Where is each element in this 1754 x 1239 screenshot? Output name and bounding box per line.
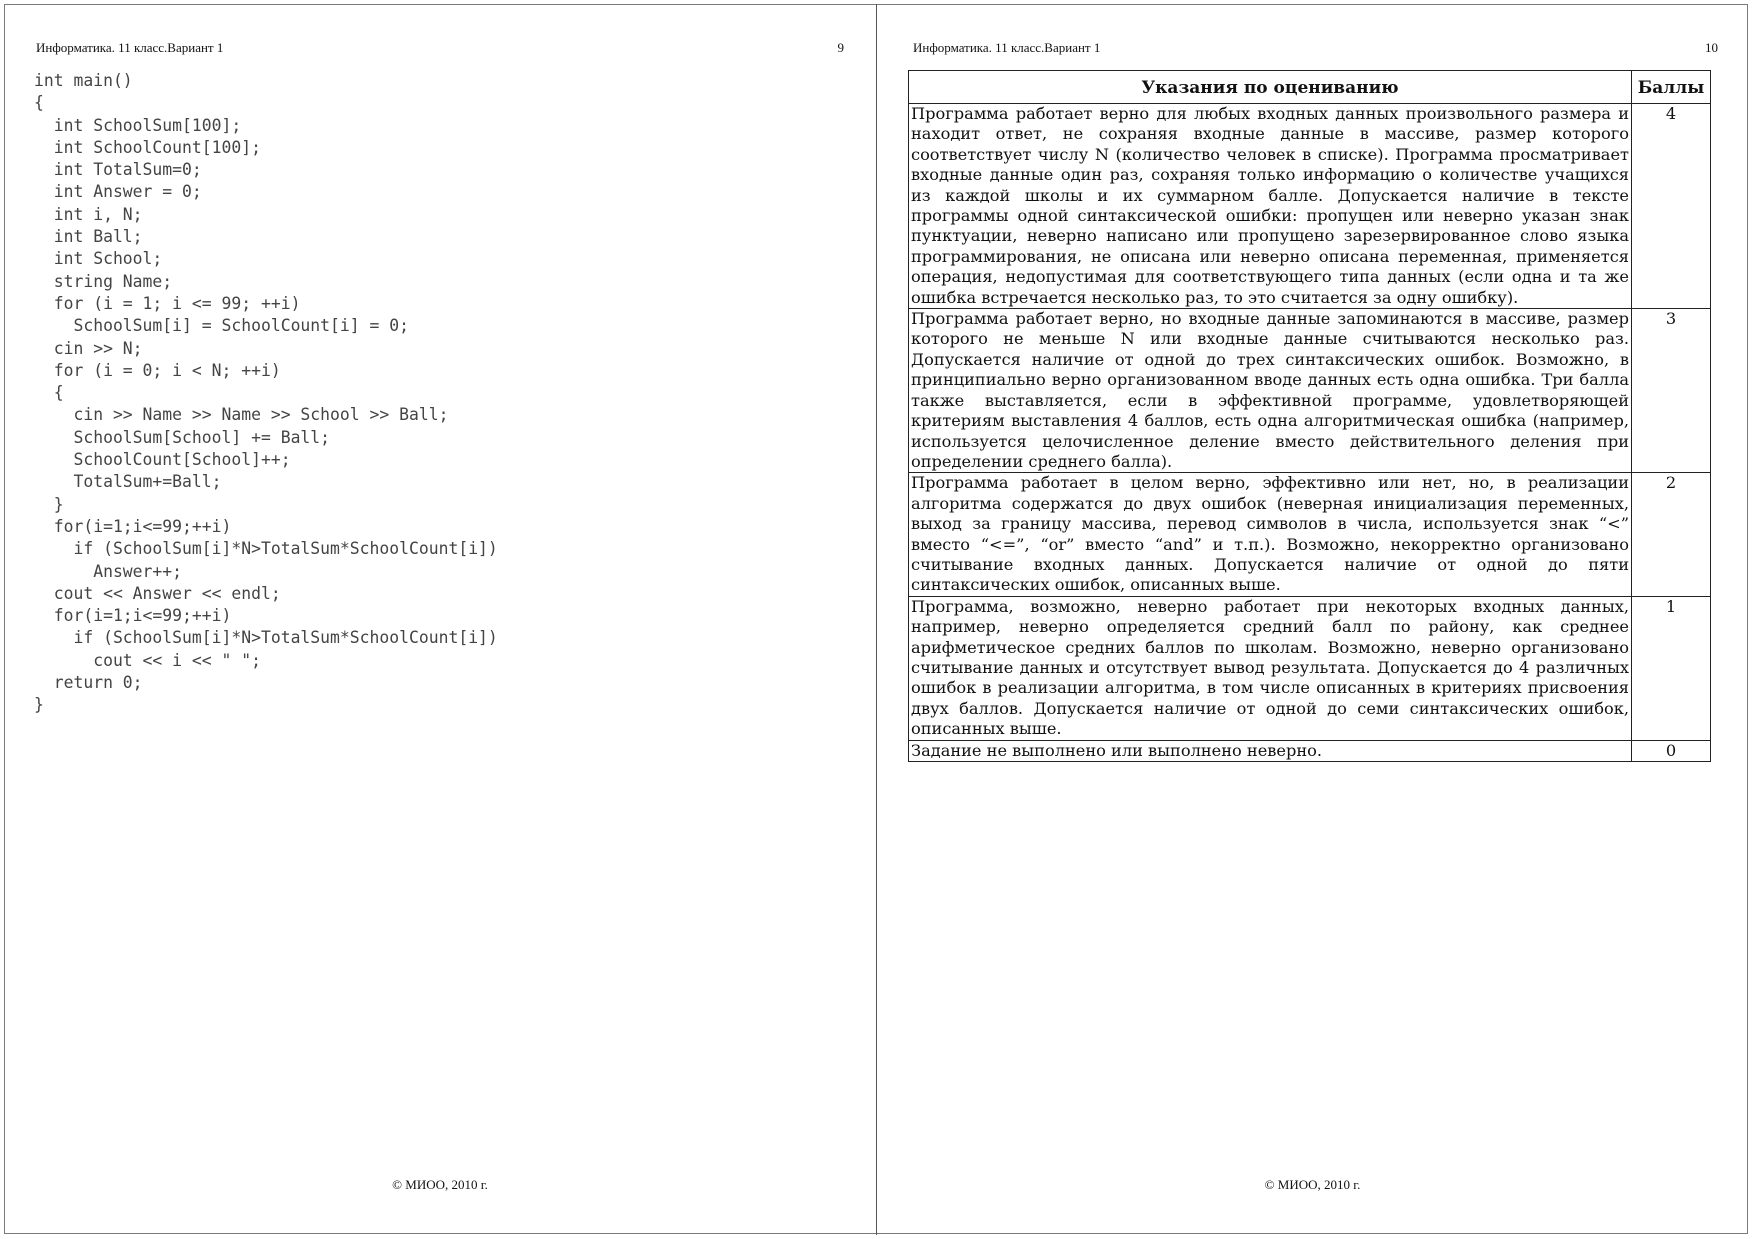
score-value: 0 xyxy=(1632,740,1711,761)
score-value: 3 xyxy=(1632,309,1711,473)
code-line: int School; xyxy=(34,249,163,269)
code-line: for (i = 1; i <= 99; ++i) xyxy=(34,293,301,313)
criteria-column-header: Указания по оцениванию xyxy=(909,71,1632,104)
criteria-text: Программа работает верно, но входные данные запоминаются в массиве, размер которого не меньше N или входные данные считываются несколько раз. Допускается наличие от одной до трех синтаксических ошибок. Возможно, в принципиально верно организованном вводе данных есть одна ошибка. Три балла также выставляется, если в эффективной программе, удовлетворяющей критериям выставления 4 баллов, есть одна алгоритмическая ошибка (например, используется целочисленное деление вместо действительного деления при определении среднего балла). xyxy=(909,309,1632,473)
code-line: cout << i << " "; xyxy=(34,650,261,670)
code-line: return 0; xyxy=(34,673,143,693)
code-line: SchoolSum[i] = SchoolCount[i] = 0; xyxy=(34,316,409,336)
code-line: int SchoolSum[100]; xyxy=(34,115,242,135)
score-value: 1 xyxy=(1632,596,1711,740)
criteria-text: Программа работает в целом верно, эффективно или нет, но, в реализации алгоритма содержатся до двух ошибок (неверная инициализация переменных, выход за границу массива, перевод символов в числа, используется знак “<” вместо “<=”, “or” вместо “and” и т.п.). Возможно, некорректно организовано считывание входных данных. Допускается наличие от одной до пяти синтаксических ошибок, описанных выше. xyxy=(909,473,1632,596)
page-header-title: Информатика. 11 класс.Вариант 1 xyxy=(36,40,224,55)
code-line: int SchoolCount[100]; xyxy=(34,137,261,157)
code-line: SchoolCount[School]++; xyxy=(34,450,291,470)
criteria-text: Задание не выполнено или выполнено неверно. xyxy=(909,740,1632,761)
code-line: cout << Answer << endl; xyxy=(34,583,281,603)
grading-criteria-table xyxy=(908,70,1711,762)
table-row xyxy=(909,309,1711,473)
code-line: cin >> Name >> Name >> School >> Ball; xyxy=(34,405,449,425)
code-line: } xyxy=(34,494,64,514)
code-line: if (SchoolSum[i]*N>TotalSum*SchoolCount[i]) xyxy=(34,539,498,559)
page-number: 10 xyxy=(1705,40,1718,55)
page-number: 9 xyxy=(837,40,844,55)
criteria-text: Программа работает верно для любых входных данных произвольного размера и находит ответ, не сохраняя входные данные в массиве, размер которого соответствует числу N (количество человек в списке). Программа просматривает входные данные один раз, сохраняя только информацию о количестве учащихся из каждой школы и их суммарном балле. Допускается наличие в тексте программы одной синтаксической ошибки: пропущен или неверно указан знак пунктуации, неверно написано или пропущено зарезервированное слово языка программирования, не описана или неверно описана переменная, применяется операция, недопустимая для соответствующего типа данных (если одна и та же ошибка встречается несколько раз, то это считается за одну ошибку). xyxy=(909,104,1632,309)
code-line: string Name; xyxy=(34,271,173,291)
criteria-text: Программа, возможно, неверно работает при некоторых входных данных, например, неверно определяется средний балл по району, как среднее арифметическое средних баллов по школам. Возможно, неверно организовано считывание данных и отсутствует вывод результата. Допускается до 4 различных ошибок в реализации алгоритма, в том числе описанных в критериях присвоения двух баллов. Допускается наличие от одной до семи синтаксических ошибок, описанных выше. xyxy=(909,596,1632,740)
code-line: TotalSum+=Ball; xyxy=(34,472,222,492)
code-line: Answer++; xyxy=(34,561,183,581)
page-right xyxy=(877,4,1748,1235)
code-line: SchoolSum[School] += Ball; xyxy=(34,427,331,447)
code-line: { xyxy=(34,93,44,113)
table-row xyxy=(909,740,1711,761)
table-header-row xyxy=(909,71,1711,104)
page-left xyxy=(4,4,876,1235)
score-value: 2 xyxy=(1632,473,1711,596)
score-column-header: Баллы xyxy=(1632,71,1711,104)
code-line: int i, N; xyxy=(34,204,143,224)
code-line: for(i=1;i<=99;++i) xyxy=(34,516,232,536)
code-line: for(i=1;i<=99;++i) xyxy=(34,606,232,626)
code-line: int main() xyxy=(34,71,133,90)
code-line: for (i = 0; i < N; ++i) xyxy=(34,360,281,380)
code-line: int Ball; xyxy=(34,227,143,247)
table-row xyxy=(909,473,1711,596)
code-line: cin >> N; xyxy=(34,338,143,358)
page-header-title: Информатика. 11 класс.Вариант 1 xyxy=(913,40,1101,55)
score-value: 4 xyxy=(1632,104,1711,309)
code-line: } xyxy=(34,695,44,715)
code-line: { xyxy=(34,383,64,403)
page-footer: © МИОО, 2010 г. xyxy=(392,1177,488,1192)
table-row xyxy=(909,104,1711,309)
code-line: int TotalSum=0; xyxy=(34,160,202,180)
code-line: int Answer = 0; xyxy=(34,182,202,202)
code-line: if (SchoolSum[i]*N>TotalSum*SchoolCount[i]) xyxy=(34,628,498,648)
code-listing xyxy=(34,70,498,717)
table-row xyxy=(909,596,1711,740)
page-footer: © МИОО, 2010 г. xyxy=(1264,1177,1361,1192)
